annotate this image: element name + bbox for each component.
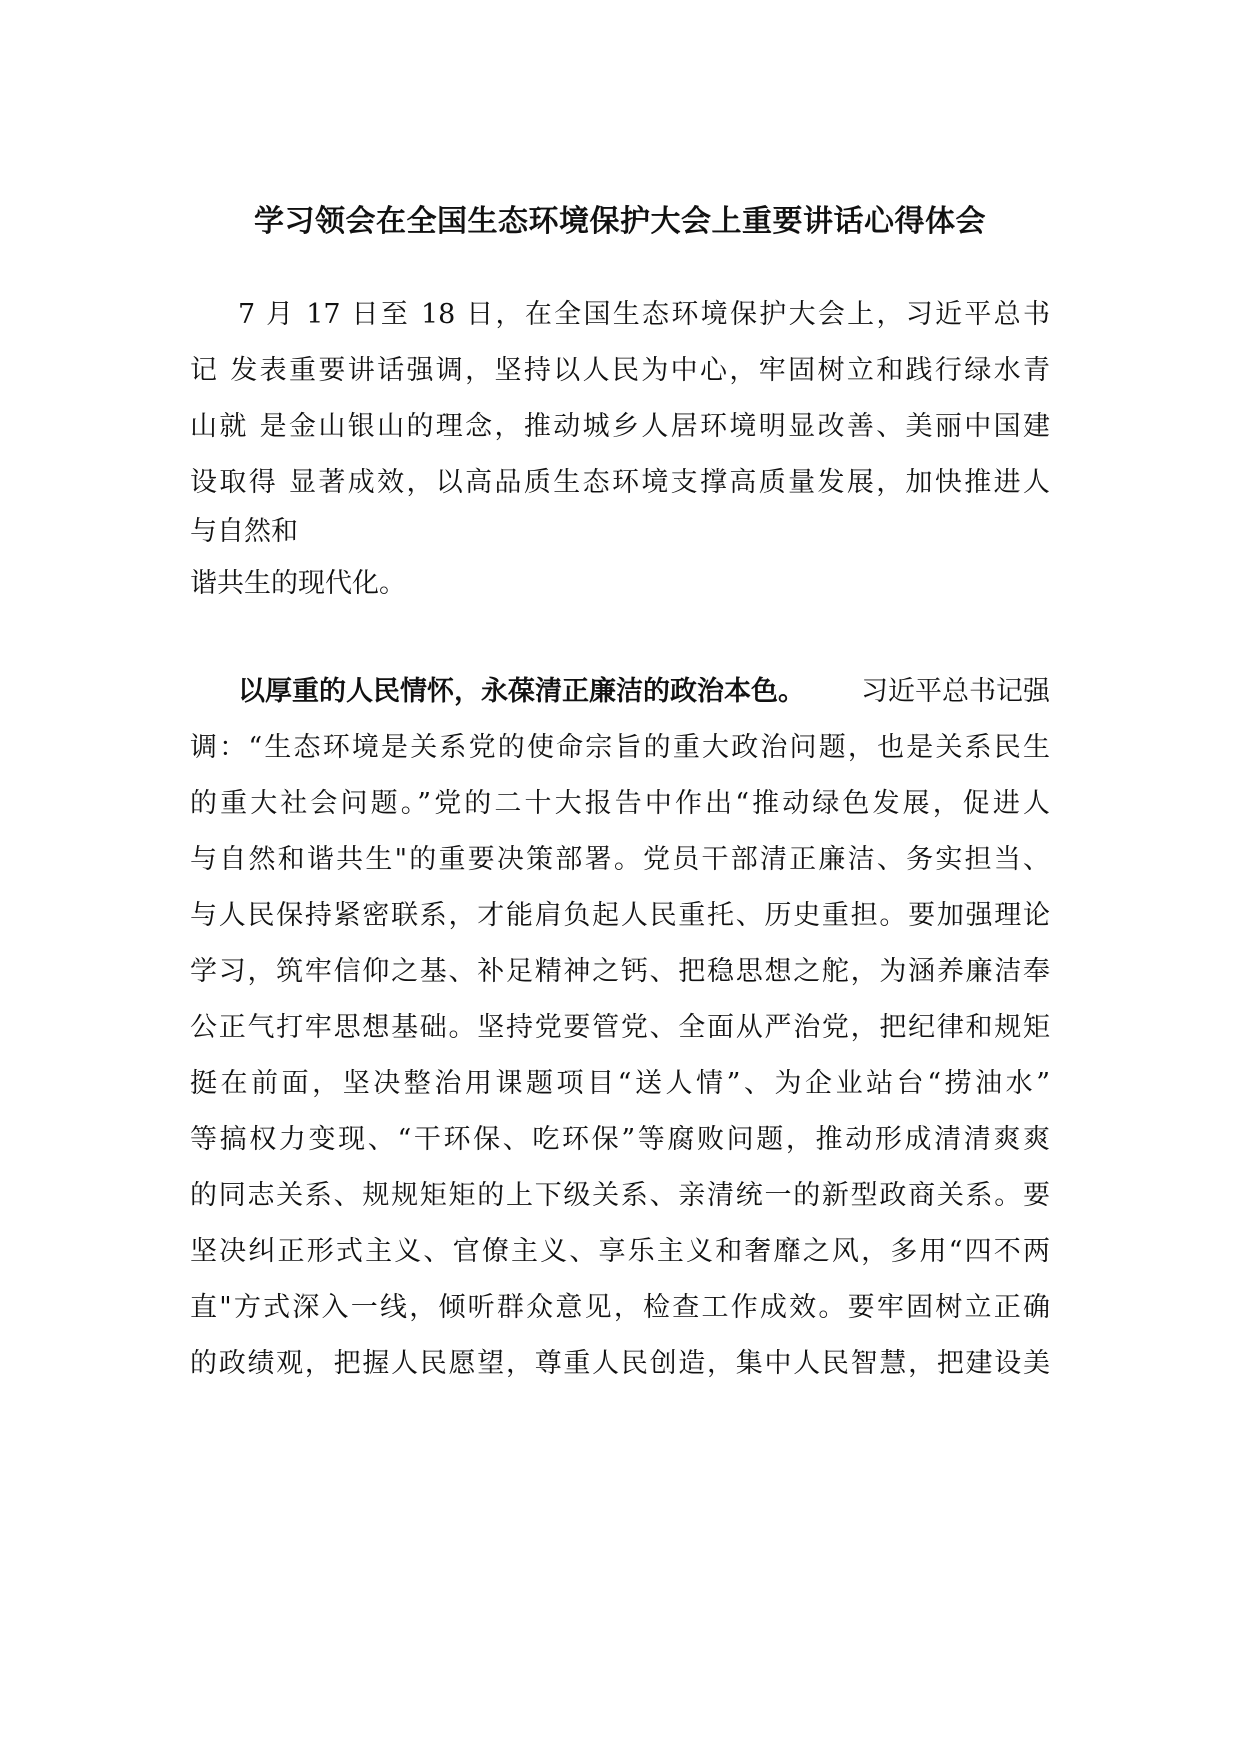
paragraph-line: 等搞权力变现、“干环保、吃环保”等腐败问题，推动形成清清爽爽 — [190, 1124, 1050, 1155]
paragraph-line-rest: 习近平总书记强 — [861, 676, 1050, 707]
paragraph-line: 坚决纠正形式主义、官僚主义、享乐主义和奢靡之风，多用“四不两 — [190, 1236, 1050, 1267]
paragraph-line: 7 月 17 日至 18 日，在全国生态环境保护大会上，习近平总书 — [238, 299, 1050, 330]
paragraph-line: 设取得 显著成效，以高品质生态环境支撑高质量发展，加快推进人 — [190, 467, 1050, 498]
paragraph-line: 挺在前面，坚决整治用课题项目“送人情”、为企业站台“捞油水” — [190, 1068, 1050, 1099]
paragraph-line: 的重大社会问题。”党的二十大报告中作出“推动绿色发展，促进人 — [190, 788, 1050, 819]
paragraph-first-line — [238, 672, 1050, 712]
paragraph-line: 记 发表重要讲话强调，坚持以人民为中心，牢固树立和践行绿水青 — [190, 355, 1050, 386]
paragraph-line: 的同志关系、规规矩矩的上下级关系、亲清统一的新型政商关系。要 — [190, 1180, 1050, 1211]
paragraph-line: 与人民保持紧密联系，才能肩负起人民重托、历史重担。要加强理论 — [190, 900, 1050, 931]
paragraph-line: 的政绩观，把握人民愿望，尊重人民创造，集中人民智慧，把建设美 — [190, 1348, 1050, 1379]
paragraph-line: 谐共生的现代化。 — [190, 568, 406, 599]
paragraph-lead-heading: 以厚重的人民情怀，永葆清正廉洁的政治本色。 — [238, 676, 805, 707]
paragraph-line: 直"方式深入一线，倾听群众意见，检查工作成效。要牢固树立正确 — [190, 1292, 1050, 1323]
document-title: 学习领会在全国生态环境保护大会上重要讲话心得体会 — [254, 204, 986, 239]
paragraph-line: 山就 是金山银山的理念，推动城乡人居环境明显改善、美丽中国建 — [190, 411, 1050, 442]
paragraph-line: 学习，筑牢信仰之基、补足精神之钙、把稳思想之舵，为涵养廉洁奉 — [190, 956, 1050, 987]
paragraph-line: 公正气打牢思想基础。坚持党要管党、全面从严治党，把纪律和规矩 — [190, 1012, 1050, 1043]
paragraph-line: 与自然和谐共生"的重要决策部署。党员干部清正廉洁、务实担当、 — [190, 844, 1050, 875]
paragraph-line: 与自然和 — [190, 516, 298, 547]
paragraph-line: 调：“生态环境是关系党的使命宗旨的重大政治问题，也是关系民生 — [190, 732, 1050, 763]
